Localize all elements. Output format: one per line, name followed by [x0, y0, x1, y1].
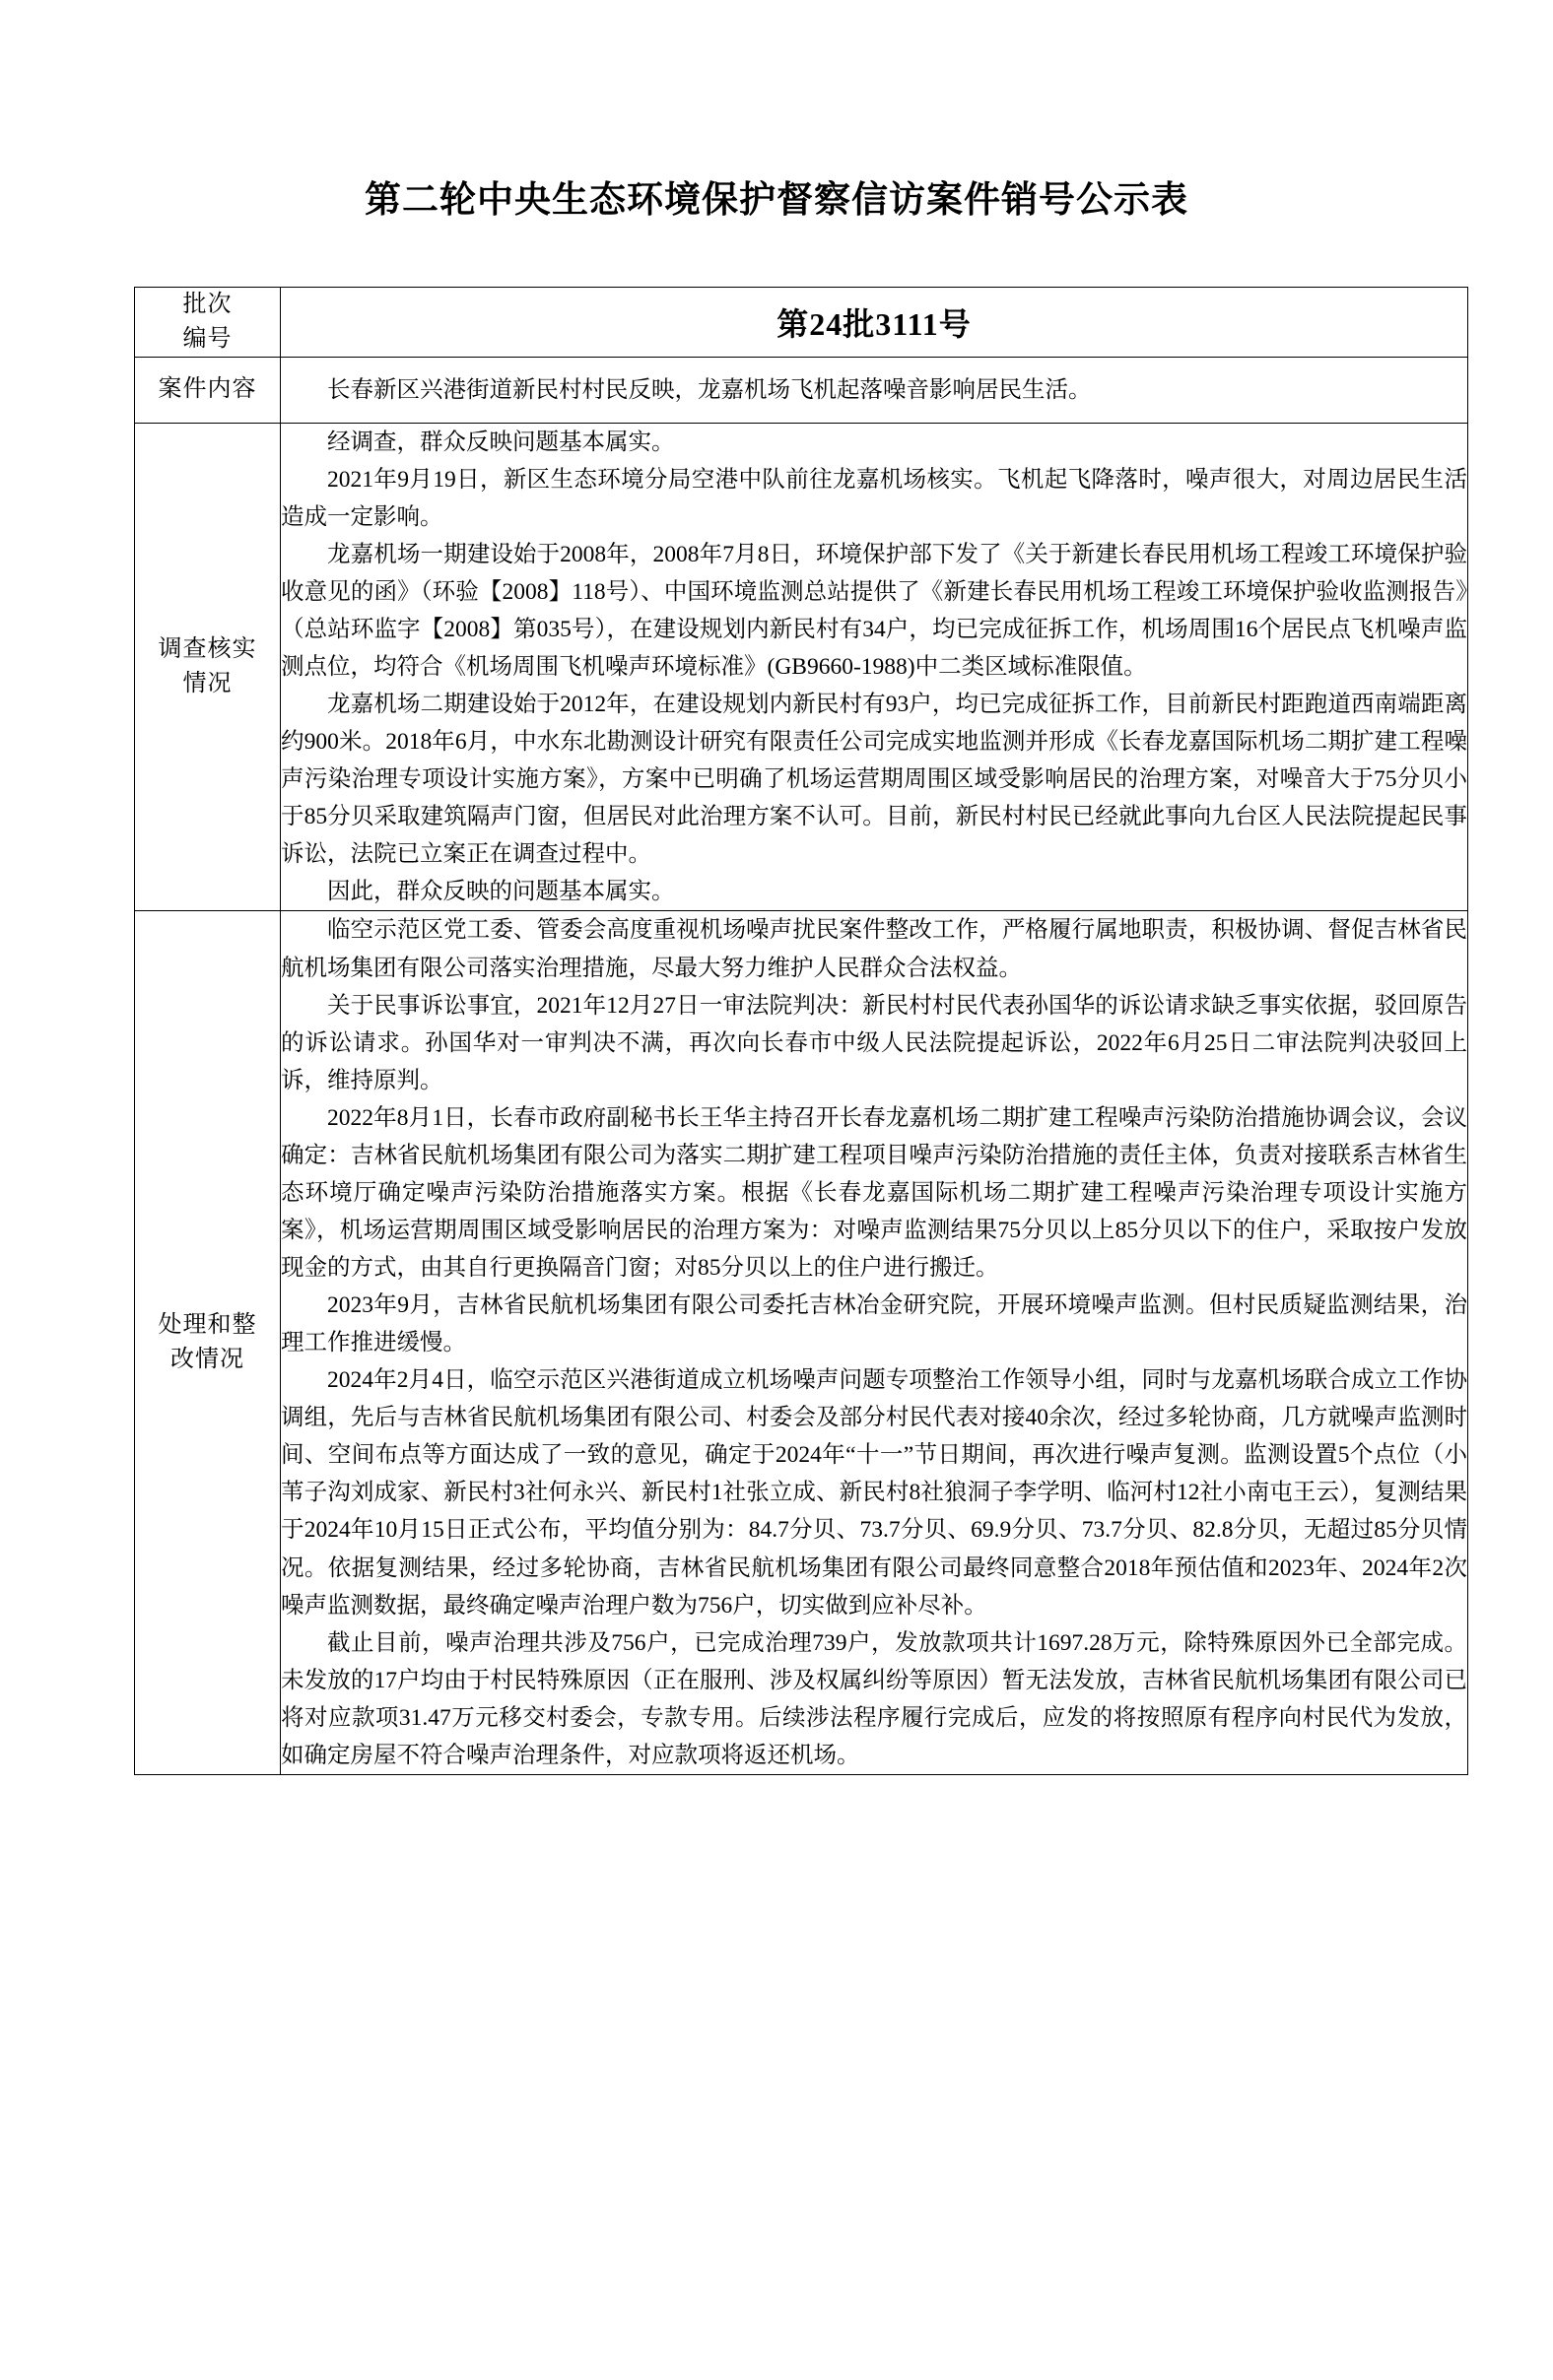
row-label-batch-line2: 编号	[182, 325, 233, 352]
investigation-paragraph: 2021年9月19日，新区生态环境分局空港中队前往龙嘉机场核实。飞机起飞降落时，噪声很大，对周边居民生活造成一定影响。	[281, 466, 1467, 530]
investigation-paragraph: 龙嘉机场一期建设始于2008年，2008年7月8日，环境保护部下发了《关于新建长春民用机场工程竣工环境保护验收意见的函》（环验【2008】118号）、中国环境监测总站提供了《新建长春民用机场工程竣工环境保护验收监测报告》（总站环监字【2008】第035号），在建设规划内新民村有34户，均已完成征拆工作，机场周围16个居民点飞机噪声监测点位，均符合《机场周围飞机噪声环境标准》(GB9660-1988)中二类区域标准限值。	[281, 541, 1467, 681]
investigation-text	[281, 423, 1468, 911]
handling-paragraph: 关于民事诉讼事宜，2021年12月27日一审法院判决：新民村村民代表孙国华的诉讼请求缺乏事实依据，驳回原告的诉讼请求。孙国华对一审判决不满，再次向长春市中级人民法院提起诉讼，2022年6月25日二审法院判决驳回上诉，维持原判。	[281, 992, 1467, 1093]
handling-paragraph: 临空示范区党工委、管委会高度重视机场噪声扰民案件整改工作，严格履行属地职责，积极协调、督促吉林省民航机场集团有限公司落实治理措施，尽最大努力维护人民群众合法权益。	[281, 917, 1467, 981]
row-label-batch-line1: 批次	[182, 292, 233, 317]
batch-number-value: 第24批3111号	[281, 288, 1468, 358]
case-table	[134, 287, 1468, 1775]
table-row-case-content	[135, 357, 1468, 423]
case-content-text	[281, 357, 1468, 423]
table-row-handling	[135, 911, 1468, 1774]
case-content-paragraph: 长春新区兴港街道新民村村民反映，龙嘉机场飞机起落噪音影响居民生活。	[327, 376, 1092, 403]
row-label-investigation	[135, 423, 281, 911]
row-label-case-content-line1: 案件内容	[158, 376, 257, 403]
page-title: 第二轮中央生态环境保护督察信访案件销号公示表	[365, 180, 1188, 221]
row-label-handling-line2: 改情况	[170, 1347, 244, 1373]
handling-paragraph: 截止目前，噪声治理共涉及756户，已完成治理739户，发放款项共计1697.28万元，除特殊原因外已全部完成。未发放的17户均由于村民特殊原因（正在服刑、涉及权属纠纷等原因）暂无法发放，吉林省民航机场集团有限公司已将对应款项31.47万元移交村委会，专款专用。后续涉法程序履行完成后，应发的将按照原有程序向村民代为发放，如确定房屋不符合噪声治理条件，对应款项将返还机场。	[281, 1629, 1467, 1768]
investigation-paragraph: 龙嘉机场二期建设始于2012年，在建设规划内新民村有93户，均已完成征拆工作，目前新民村距跑道西南端距离约900米。2018年6月，中水东北勘测设计研究有限责任公司完成实地监测并形成《长春龙嘉国际机场二期扩建工程噪声污染治理专项设计实施方案》，方案中已明确了机场运营期周围区域受影响居民的治理方案，对噪音大于75分贝小于85分贝采取建筑隔声门窗，但居民对此治理方案不认可。目前，新民村村民已经就此事向九台区人民法院提起民事诉讼，法院已立案正在调查过程中。	[281, 692, 1467, 868]
row-label-investigation-line2: 情况	[182, 671, 233, 697]
investigation-paragraph: 因此，群众反映的问题基本属实。	[327, 879, 675, 905]
table-row-batch	[135, 288, 1468, 358]
row-label-handling	[135, 911, 281, 1774]
row-label-batch	[135, 288, 281, 358]
handling-paragraph: 2023年9月，吉林省民航机场集团有限公司委托吉林冶金研究院，开展环境噪声监测。但村民质疑监测结果，治理工作推进缓慢。	[281, 1292, 1467, 1356]
document-page	[0, 169, 1553, 2380]
row-label-handling-line1: 处理和整	[158, 1312, 257, 1339]
row-label-case-content	[135, 357, 281, 423]
row-label-investigation-line1: 调查核实	[158, 636, 257, 663]
table-row-investigation	[135, 423, 1468, 911]
investigation-paragraph: 经调查，群众反映问题基本属实。	[327, 429, 675, 455]
handling-paragraph: 2022年8月1日，长春市政府副秘书长王华主持召开长春龙嘉机场二期扩建工程噪声污染防治措施协调会议，会议确定：吉林省民航机场集团有限公司为落实二期扩建工程项目噪声污染防治措施的责任主体，负责对接联系吉林省生态环境厅确定噪声污染防治措施落实方案。根据《长春龙嘉国际机场二期扩建工程噪声污染治理专项设计实施方案》，机场运营期周围区域受影响居民的治理方案为：对噪声监测结果75分贝以上85分贝以下的住户，采取按户发放现金的方式，由其自行更换隔音门窗；对85分贝以上的住户进行搬迁。	[281, 1104, 1467, 1282]
handling-text	[281, 911, 1468, 1774]
handling-paragraph: 2024年2月4日，临空示范区兴港街道成立机场噪声问题专项整治工作领导小组，同时与龙嘉机场联合成立工作协调组，先后与吉林省民航机场集团有限公司、村委会及部分村民代表对接40余次，经过多轮协商，几方就噪声监测时间、空间布点等方面达成了一致的意见，确定于2024年“十一”节日期间，再次进行噪声复测。监测设置5个点位（小苇子沟刘成家、新民村3社何永兴、新民村1社张立成、新民村8社狼洞子李学明、临河村12社小南屯王云），复测结果于2024年10月15日正式公布，平均值分别为：84.7分贝、73.7分贝、69.9分贝、73.7分贝、82.8分贝，无超过85分贝情况。依据复测结果，经过多轮协商，吉林省民航机场集团有限公司最终同意整合2018年预估值和2023年、2024年2次噪声监测数据，最终确定噪声治理户数为756户，切实做到应补尽补。	[281, 1367, 1467, 1619]
